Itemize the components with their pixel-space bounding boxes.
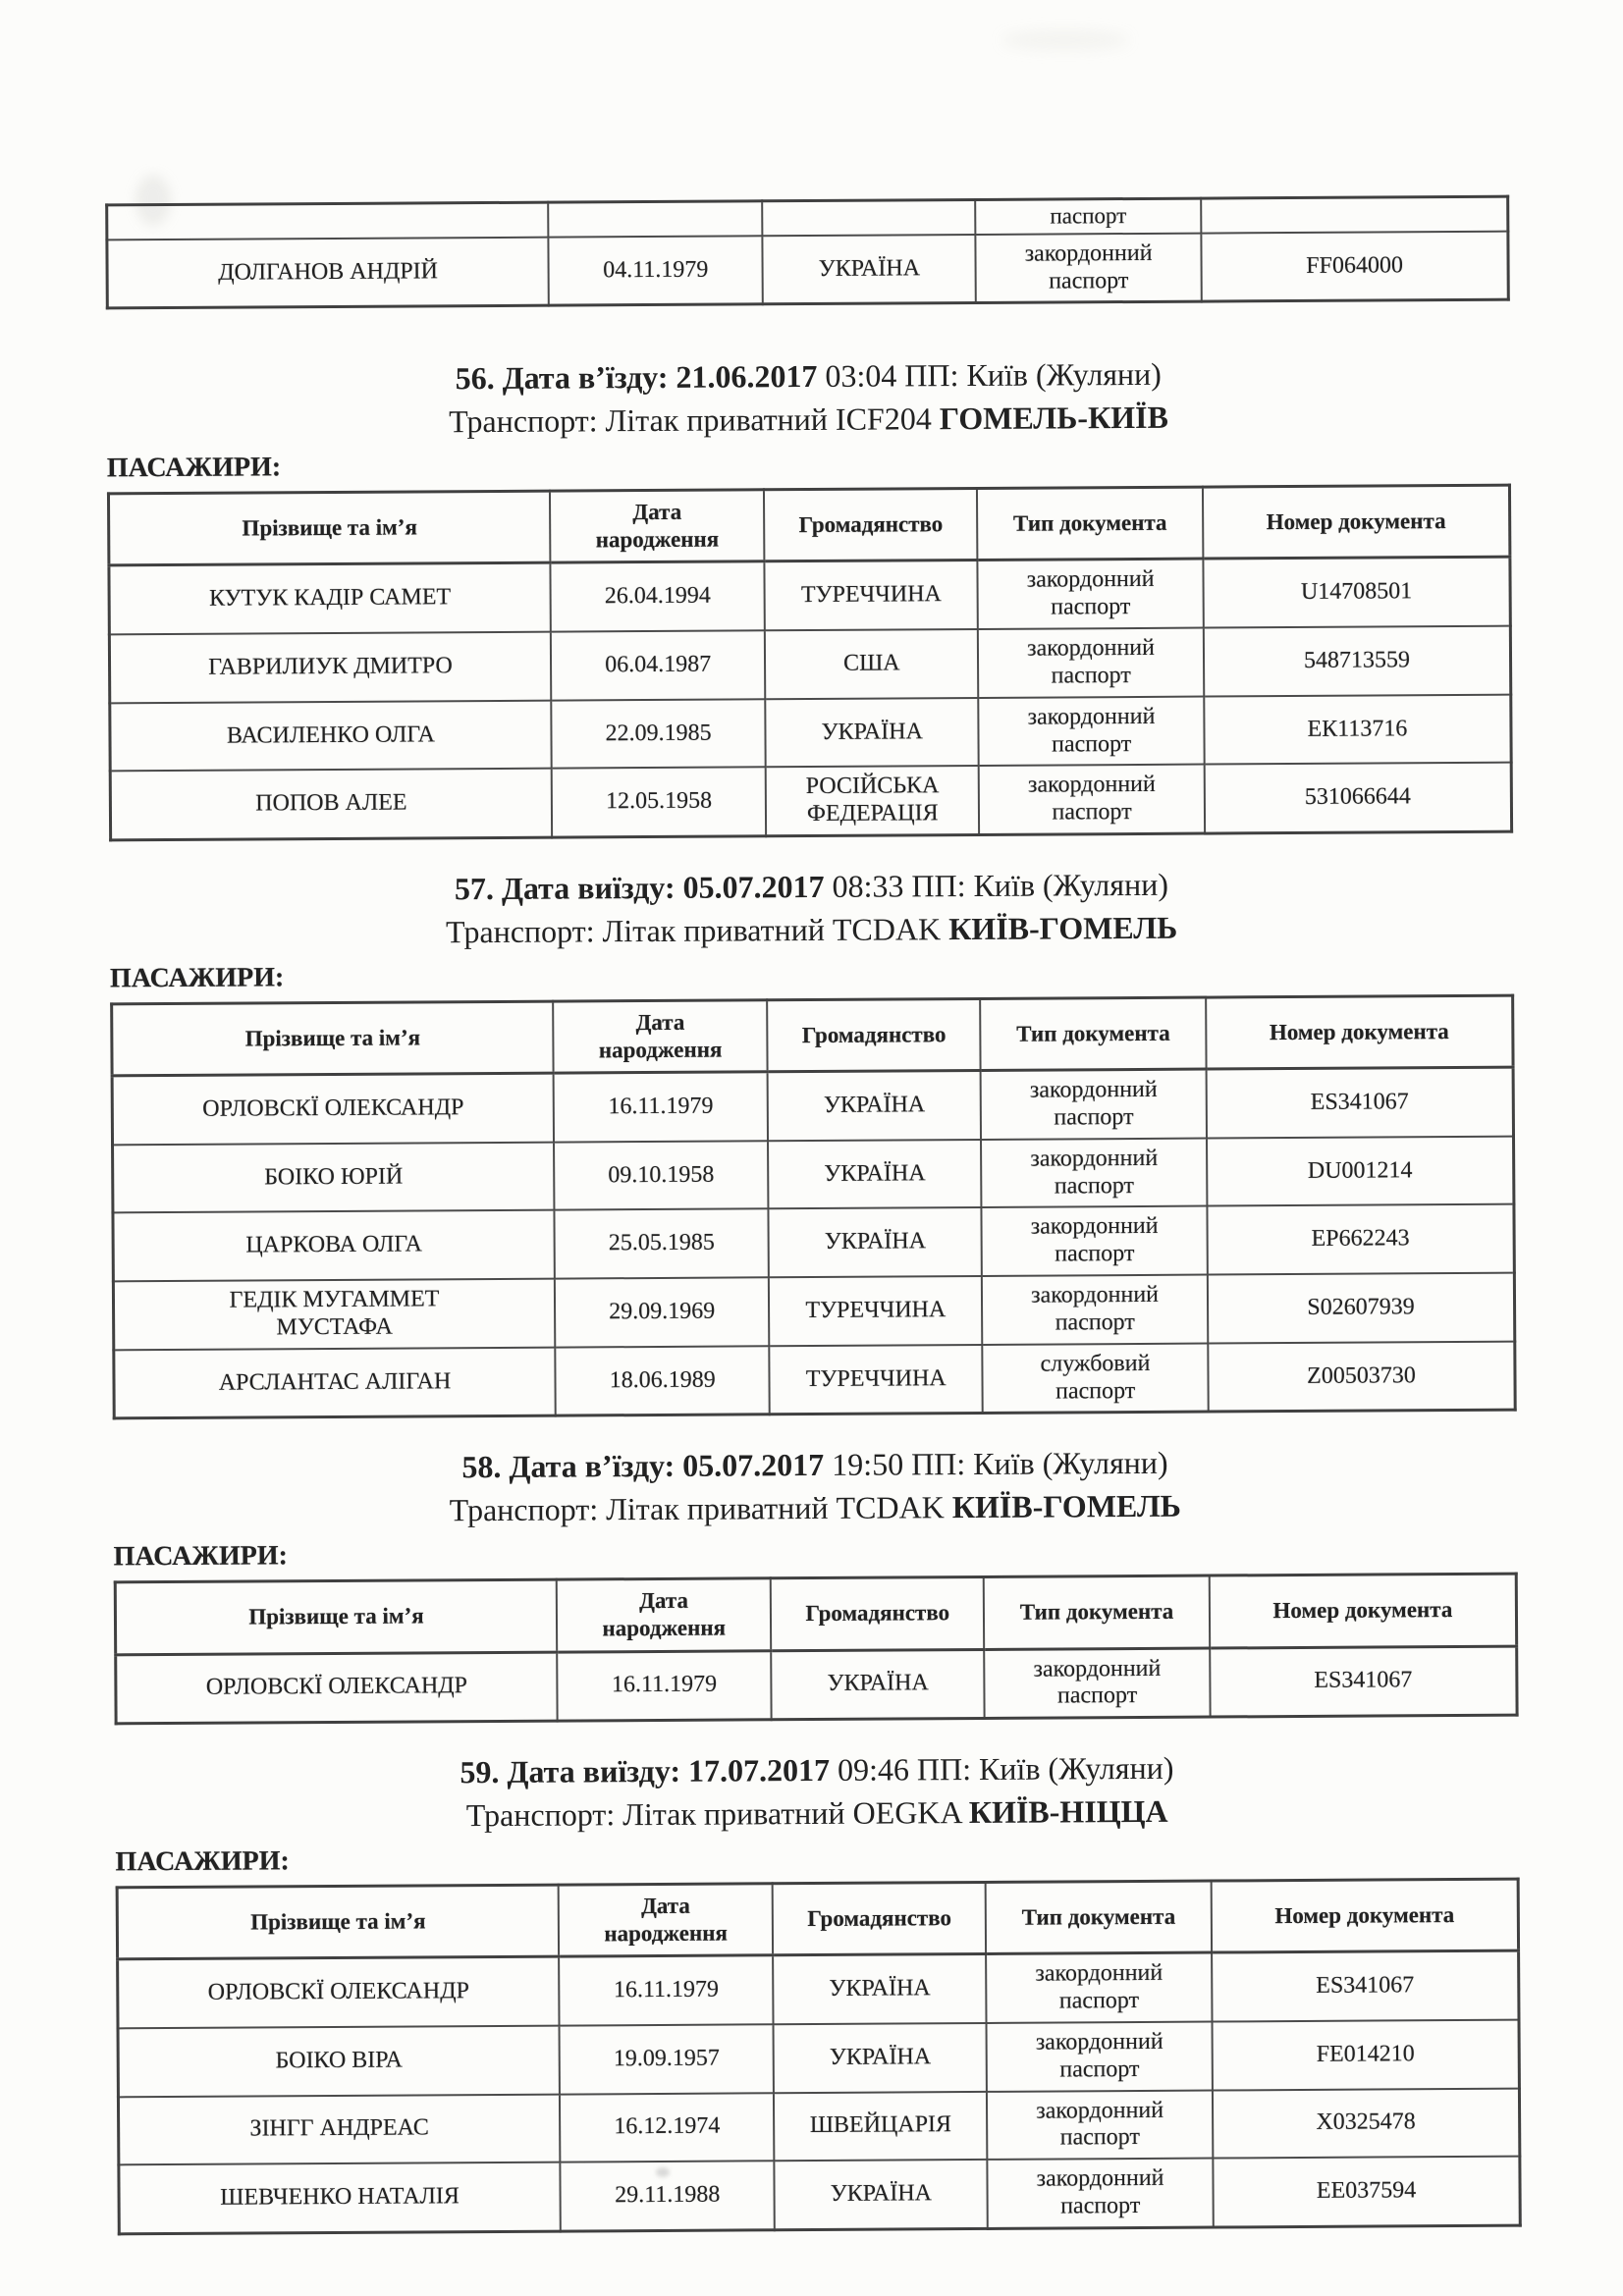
cell-citizenship: РОСІЙСЬКА ФЕДЕРАЦІЯ <box>766 766 979 835</box>
header-row <box>108 485 1509 565</box>
cell-document-number: ЕК113716 <box>1204 694 1511 765</box>
cell-citizenship: УКРАЇНА <box>773 1954 986 2024</box>
cell-citizenship: ТУРЕЧЧИНА <box>769 1276 982 1346</box>
cell-birth-date: 25.05.1985 <box>554 1209 769 1279</box>
passenger-row <box>113 1273 1514 1350</box>
passenger-row <box>114 1341 1515 1418</box>
column-header: Дата народження <box>557 1578 772 1651</box>
cell-document-number: 531066644 <box>1205 763 1512 833</box>
cell-document-type: закордонний паспорт <box>976 233 1202 303</box>
passenger-row <box>110 694 1511 771</box>
cell-name: ГЕДІК МУГАММЕТ МУСТАФА <box>113 1279 555 1350</box>
cell-document-number <box>1201 196 1508 233</box>
column-header: Громадянство <box>767 999 980 1072</box>
passengers-label: ПАСАЖИРИ: <box>109 962 285 994</box>
cell-name: БОІКО ЮРІЙ <box>113 1142 555 1212</box>
transport-route: КИЇВ-ГОМЕЛЬ <box>951 1488 1181 1525</box>
cell-birth-date: 16.11.1979 <box>554 1072 769 1142</box>
cell-document-type: закордонний паспорт <box>979 765 1205 835</box>
column-header: Тип документа <box>980 997 1206 1070</box>
trip-date-bold: 58. Дата в’їзду: 05.07.2017 <box>461 1447 825 1485</box>
transport-line <box>110 904 1514 956</box>
passenger-row <box>109 558 1510 635</box>
passenger-row <box>118 2088 1519 2164</box>
passenger-table <box>114 1573 1519 1725</box>
header-row <box>115 1575 1516 1655</box>
cell-document-number: U14708501 <box>1203 558 1510 628</box>
transport-text: Транспорт: Літак приватний TCDAK <box>449 1489 945 1528</box>
cell-citizenship: ШВЕЙЦАРІЯ <box>774 2092 987 2162</box>
transport-text: Транспорт: Літак приватний ICF204 <box>449 400 932 440</box>
cell-document-type: закордонний паспорт <box>981 1138 1207 1207</box>
cell-document-number: ЕЕ037594 <box>1213 2157 1520 2227</box>
column-header: Номер документа <box>1210 1575 1517 1648</box>
trip-date-rest: 19:50 ПП: Київ (Жуляни) <box>832 1445 1168 1483</box>
passenger-row <box>116 1646 1517 1724</box>
column-header: Дата народження <box>550 490 765 562</box>
column-header: Тип документа <box>984 1575 1210 1648</box>
trip-date-rest: 09:46 ПП: Київ (Жуляни) <box>837 1749 1174 1789</box>
cell-document-number: DU001214 <box>1207 1136 1514 1206</box>
cell-birth-date: 22.09.1985 <box>551 699 766 769</box>
column-header: Номер документа <box>1212 1879 1519 1952</box>
cell-birth-date: 19.09.1957 <box>560 2024 775 2094</box>
cell-name: ОРЛОВСКЇ ОЛЕКСАНДР <box>116 1652 558 1724</box>
cell-name: ВАСИЛЕНКО ОЛГА <box>110 700 552 771</box>
cell-citizenship: ТУРЕЧЧИНА <box>765 561 978 630</box>
cell-document-number: FF064000 <box>1201 231 1508 301</box>
cell-birth-date: 09.10.1958 <box>554 1141 769 1210</box>
cell-birth-date: 26.04.1994 <box>550 561 765 631</box>
trip-date-bold: 59. Дата виїзду: 17.07.2017 <box>460 1752 831 1790</box>
cell-birth-date: 16.11.1979 <box>559 1955 774 2025</box>
cell-name: ОРЛОВСКЇ ОЛЕКСАНДР <box>112 1073 554 1145</box>
cell-document-number: ES341067 <box>1210 1646 1517 1718</box>
cell-document-type: закордонний паспорт <box>978 628 1204 698</box>
trip-date-rest: 03:04 ПП: Київ (Жуляни) <box>825 356 1162 395</box>
column-header: Тип документа <box>977 487 1203 560</box>
cell-document-type: закордонний паспорт <box>987 2090 1213 2160</box>
trip-section <box>106 350 1513 841</box>
cell-document-type: закордонний паспорт <box>978 696 1204 766</box>
cell-name: ПОПОВ АЛЕЕ <box>110 769 552 840</box>
cell-citizenship: УКРАЇНА <box>768 1140 981 1209</box>
trip-section <box>115 1744 1522 2235</box>
column-header: Громадянство <box>773 1883 986 1955</box>
transport-text: Транспорт: Літак приватний TCDAK <box>446 911 942 950</box>
cell-name: ОРЛОВСКЇ ОЛЕКСАНДР <box>118 1956 560 2028</box>
cell-document-type: паспорт <box>975 198 1201 235</box>
column-header: Дата народження <box>553 1000 768 1073</box>
cell-birth-date: 18.06.1989 <box>555 1346 770 1415</box>
column-header: Номер документа <box>1206 995 1513 1069</box>
passenger-row <box>119 2157 1520 2234</box>
column-header: Прізвище та ім’я <box>115 1580 557 1655</box>
cell-document-number: EP662243 <box>1207 1204 1514 1275</box>
cell-document-type: закордонний паспорт <box>984 1648 1210 1719</box>
cell-document-type: закордонний паспорт <box>978 559 1204 629</box>
passenger-row <box>110 763 1511 840</box>
passenger-row <box>107 231 1508 308</box>
passengers-label: ПАСАЖИРИ: <box>106 452 282 484</box>
trip-date-bold: 57. Дата виїзду: 05.07.2017 <box>454 868 825 907</box>
passenger-table <box>110 994 1517 1420</box>
cell-birth-date: 29.09.1969 <box>555 1277 770 1347</box>
passenger-row <box>118 1950 1519 2028</box>
cell-name: ЗІНГГ АНДРЕАС <box>118 2094 560 2164</box>
cell-name: КУТУК КАДІР САМЕТ <box>109 563 551 635</box>
header-row <box>112 995 1513 1076</box>
cell-birth-date: 16.12.1974 <box>560 2093 775 2163</box>
cell-name: ДОЛГАНОВ АНДРІЙ <box>107 237 549 308</box>
cell-document-type: закордонний паспорт <box>982 1206 1208 1276</box>
trip-date-rest: 08:33 ПП: Київ (Жуляни) <box>832 866 1169 904</box>
cell-document-number: 548713559 <box>1204 626 1511 697</box>
cell-name <box>107 202 549 240</box>
column-header: Громадянство <box>764 489 977 561</box>
passenger-row <box>109 626 1510 703</box>
cell-name: АРСЛАНТАС АЛІГАН <box>114 1347 556 1418</box>
cell-document-number: FE014210 <box>1212 2020 1519 2091</box>
cell-name: БОІКО ВІРА <box>118 2026 560 2097</box>
cell-citizenship: УКРАЇНА <box>775 2160 988 2229</box>
cell-birth-date: 16.11.1979 <box>557 1650 772 1721</box>
cell-document-number: Z00503730 <box>1208 1341 1515 1412</box>
passengers-label: ПАСАЖИРИ: <box>115 1845 290 1878</box>
column-header: Прізвище та ім’я <box>108 491 550 565</box>
cell-citizenship: УКРАЇНА <box>766 698 979 768</box>
header-row <box>117 1879 1518 1959</box>
cell-document-number: ES341067 <box>1207 1067 1514 1138</box>
transport-line <box>106 394 1510 446</box>
cell-citizenship: УКРАЇНА <box>774 2023 987 2093</box>
trip-section <box>109 861 1516 1420</box>
cell-document-type: закордонний паспорт <box>981 1069 1207 1140</box>
transport-route: КИЇВ-НІЦЦА <box>968 1792 1168 1831</box>
passenger-table <box>116 1878 1522 2235</box>
cell-name: ГАВРИЛИУК ДМИТРО <box>109 632 551 703</box>
cell-citizenship <box>762 199 975 235</box>
transport-line <box>113 1482 1517 1534</box>
column-header: Тип документа <box>986 1881 1212 1953</box>
transport-route: ГОМЕЛЬ-КИЇВ <box>939 400 1169 437</box>
cell-citizenship: УКРАЇНА <box>763 235 976 304</box>
column-header: Номер документа <box>1203 485 1510 559</box>
passenger-row <box>113 1136 1514 1212</box>
passengers-label: ПАСАЖИРИ: <box>113 1540 289 1573</box>
transport-line <box>115 1788 1519 1840</box>
cell-birth-date <box>548 201 763 238</box>
cell-citizenship: УКРАЇНА <box>768 1071 981 1141</box>
column-header: Прізвище та ім’я <box>112 1001 554 1076</box>
cell-document-type: службовий паспорт <box>983 1343 1209 1414</box>
cell-document-type: закордонний паспорт <box>986 1952 1212 2023</box>
cell-document-number: X0325478 <box>1213 2088 1520 2159</box>
column-header: Громадянство <box>771 1577 984 1650</box>
cell-citizenship: США <box>765 629 978 699</box>
cell-document-type: закордонний паспорт <box>988 2159 1214 2229</box>
trip-section <box>113 1439 1519 1725</box>
cell-document-number: ES341067 <box>1212 1950 1519 2021</box>
cell-document-type: закордонний паспорт <box>987 2021 1213 2091</box>
cell-citizenship: ТУРЕЧЧИНА <box>770 1345 983 1415</box>
passenger-row <box>112 1067 1513 1145</box>
continuation-passenger-table <box>105 195 1510 310</box>
cell-citizenship: УКРАЇНА <box>772 1649 985 1720</box>
cell-document-type: закордонний паспорт <box>982 1275 1208 1345</box>
cell-birth-date: 06.04.1987 <box>551 630 766 700</box>
trip-date-bold: 56. Дата в’їзду: 21.06.2017 <box>455 358 818 397</box>
cell-birth-date: 04.11.1979 <box>548 236 763 305</box>
cell-birth-date: 29.11.1988 <box>560 2162 775 2231</box>
column-header: Прізвище та ім’я <box>117 1885 559 1959</box>
passenger-table <box>107 484 1513 841</box>
cell-citizenship: УКРАЇНА <box>769 1207 982 1277</box>
cell-name: ЦАРКОВА ОЛГА <box>113 1210 555 1281</box>
column-header: Дата народження <box>559 1884 774 1956</box>
cell-document-number: S02607939 <box>1208 1273 1515 1344</box>
transport-text: Транспорт: Літак приватний OEGKA <box>465 1794 961 1834</box>
cell-birth-date: 12.05.1958 <box>552 768 767 837</box>
passenger-row <box>113 1204 1514 1281</box>
passenger-row <box>118 2020 1519 2097</box>
transport-route: КИЇВ-ГОМЕЛЬ <box>948 909 1178 947</box>
cell-name: ШЕВЧЕНКО НАТАЛІЯ <box>119 2163 561 2234</box>
